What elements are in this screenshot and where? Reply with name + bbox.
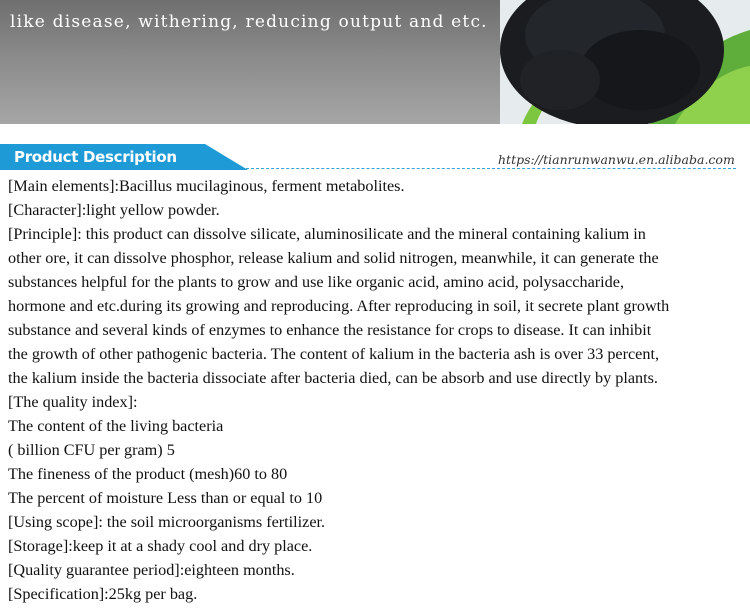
guarantee-text: [Quality guarantee period]:eighteen months.	[8, 561, 295, 579]
quality-index-heading: [The quality index]:	[8, 393, 138, 411]
principle-line-2: other ore, it can dissolve phosphor, release kalium and solid nitrogen, meanwhile, it can generate the	[8, 249, 659, 267]
storage-text: [Storage]:keep it at a shady cool and dry place.	[8, 537, 313, 555]
section-divider	[246, 168, 736, 169]
product-photo-image	[500, 0, 750, 124]
principle-line-3: substances helpful for the plants to grow and use like organic acid, amino acid, polysaccharide,	[8, 273, 624, 291]
product-description	[8, 174, 748, 606]
site-url-link[interactable]: https://tianrunwanwu.en.alibaba.com	[498, 152, 735, 167]
principle-line-4: hormone and etc.during its growing and reproducing. After reproducing in soil, it secrete plant growth	[8, 297, 670, 315]
character-text: [Character]:light yellow powder.	[8, 201, 220, 219]
living-bacteria-text: The content of the living bacteria	[8, 417, 224, 435]
billion-cfu-text: ( billion CFU per gram) 5	[8, 441, 175, 459]
principle-line-5: substance and several kinds of enzymes to enhance the resistance for crops to disease. It can inhibit	[8, 321, 652, 339]
fineness-text: The fineness of the product (mesh)60 to 80	[8, 465, 288, 483]
using-scope-text: [Using scope]: the soil microorganisms fertilizer.	[8, 513, 326, 531]
section-header	[0, 142, 750, 172]
principle-line-6: the growth of other pathogenic bacteria. The content of kalium in the bacteria ash is over 33 percent,	[8, 345, 660, 363]
specification-text: [Specification]:25kg per bag.	[8, 585, 198, 603]
principle-line-1: [Principle]: this product can dissolve silicate, aluminosilicate and the mineral containing kalium in	[8, 225, 646, 243]
banner	[0, 0, 500, 124]
moisture-text: The percent of moisture Less than or equal to 10	[8, 489, 323, 507]
banner-text: like disease, withering, reducing output and etc.	[10, 12, 488, 32]
main-elements-text: [Main elements]:Bacillus mucilaginous, ferment metabolites.	[8, 177, 405, 195]
section-title: Product Description	[14, 148, 177, 166]
product-photo	[500, 0, 750, 124]
principle-line-7: the kalium inside the bacteria dissociate after bacteria died, can be absorb and use directly by plants.	[8, 369, 658, 387]
